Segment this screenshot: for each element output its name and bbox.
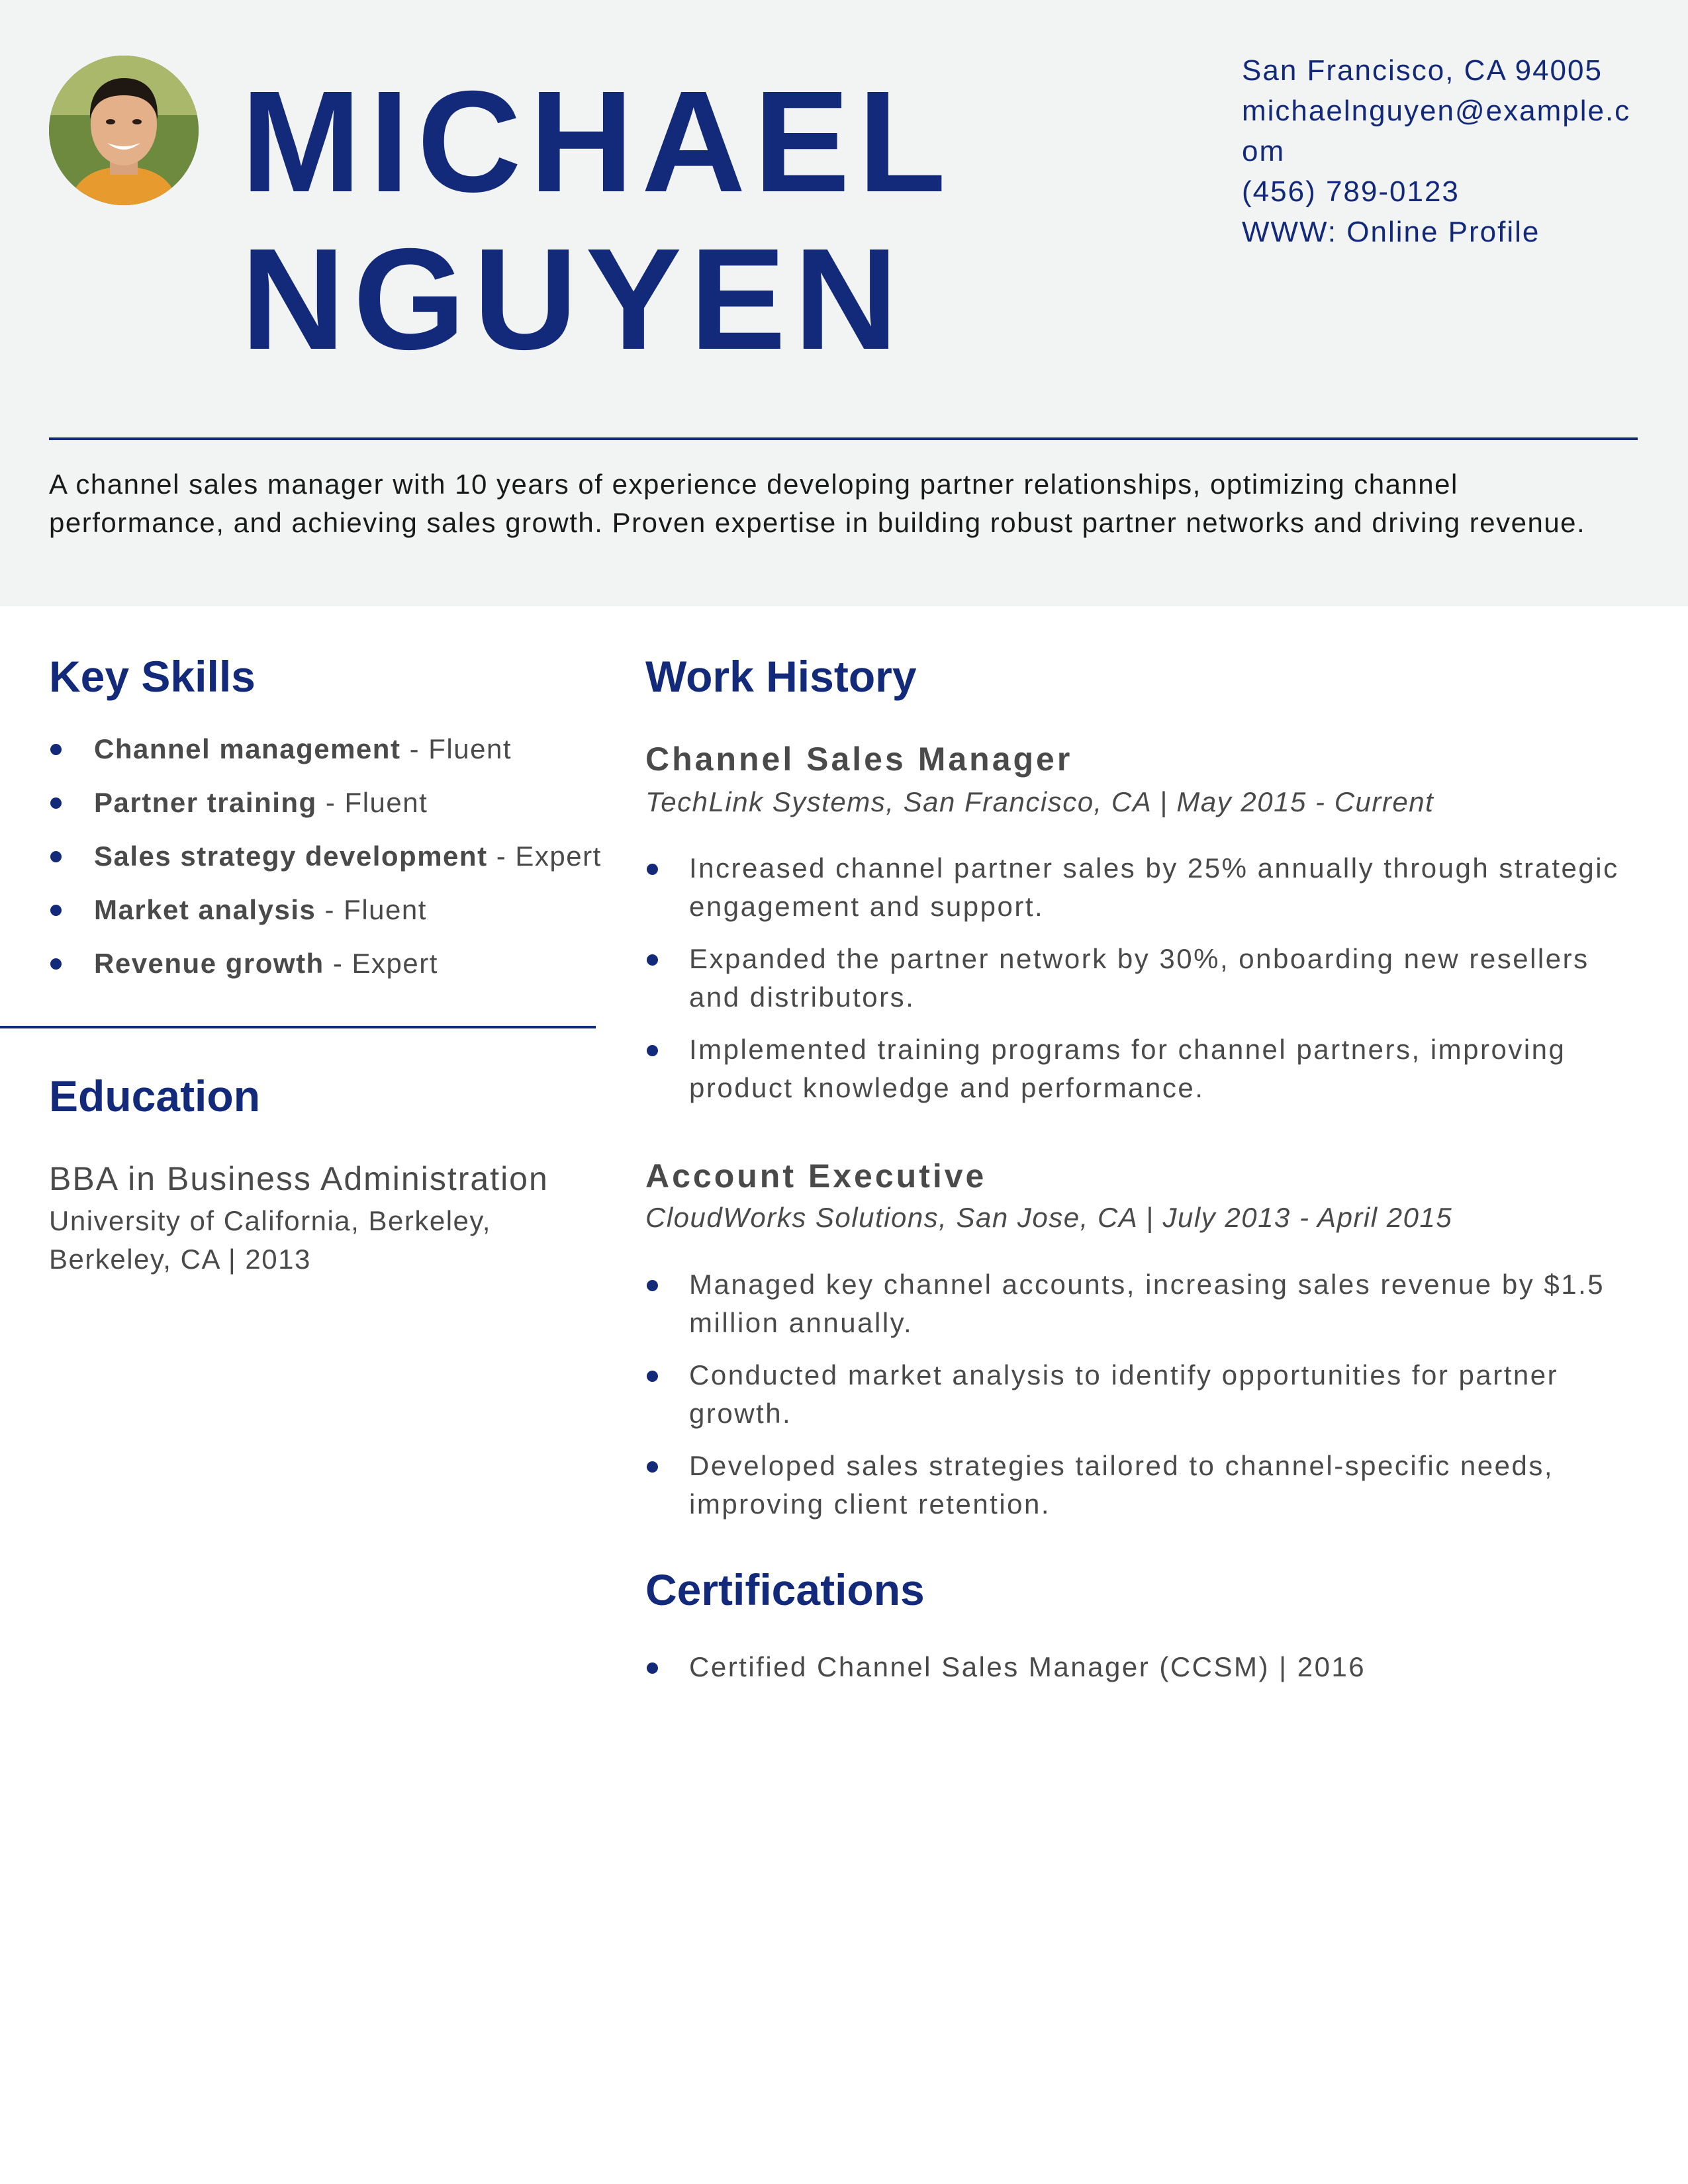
contact-location: San Francisco, CA 94005 [1242,54,1603,87]
certifications-heading: Certifications [645,1565,925,1614]
skill-name: Revenue growth [94,948,324,979]
skill-item [49,944,602,997]
job-bullet: Developed sales strategies tailored to channel-specific needs, improving client retention. [645,1447,1638,1524]
skill-name: Channel management [94,733,401,764]
skill-level: - Fluent [400,733,512,764]
candidate-name [241,64,954,379]
skill-item [49,729,602,783]
name-first: MICHAEL [241,62,955,222]
skill-item [49,783,602,837]
skills-list [49,729,602,997]
job-bullet: Increased channel partner sales by 25% annually through strategic engagement and support. [645,849,1638,926]
job-meta: TechLink Systems, San Francisco, CA | May 2015 - Current [645,786,1434,817]
job-bullets [645,1265,1638,1537]
skill-item [49,837,602,890]
job-bullet: Expanded the partner network by 30%, onboarding new resellers and distributors. [645,940,1638,1017]
job-bullet: Conducted market analysis to identify opportunities for partner growth. [645,1356,1638,1433]
contact-phone: (456) 789-0123 [1242,175,1460,208]
skill-item [49,890,602,944]
education-school: University of California, Berkeley, Berkeley, CA | 2013 [49,1205,491,1275]
job-bullet: Implemented training programs for channel partners, improving product knowledge and performance. [645,1030,1638,1107]
summary: A channel sales manager with 10 years of experience developing partner relationships, optimizing channel performance, and achieving sales growth. Proven expertise in building robust partner networks and driving revenue. [49,469,1586,538]
avatar-photo [49,56,199,205]
job-title: Account Executive [645,1158,987,1195]
skills-heading: Key Skills [49,652,256,701]
contact-web-link[interactable]: WWW: Online Profile [1242,216,1540,248]
skill-name: Sales strategy development [94,841,488,872]
work-history-heading: Work History [645,652,917,701]
contact-email[interactable]: michaelnguyen@example.com [1242,95,1631,167]
education-degree: BBA in Business Administration [49,1160,549,1197]
education-heading: Education [49,1071,261,1120]
skill-level: - Expert [324,948,438,979]
skill-name: Market analysis [94,894,316,925]
certifications-list [645,1648,1638,1700]
avatar [49,56,199,205]
header-divider [49,437,1638,440]
skill-level: - Expert [487,841,602,872]
job-bullet: Managed key channel accounts, increasing sales revenue by $1.5 million annually. [645,1265,1638,1342]
job-meta: CloudWorks Solutions, San Jose, CA | July 2013 - April 2015 [645,1202,1453,1233]
contact-block [1242,50,1639,252]
job-bullets [645,849,1638,1121]
skill-name: Partner training [94,787,317,818]
certification-item: Certified Channel Sales Manager (CCSM) | 2016 [645,1648,1638,1686]
job-title: Channel Sales Manager [645,741,1073,778]
skill-level: - Fluent [316,787,428,818]
skills-divider [0,1026,596,1028]
name-last: NGUYEN [241,219,906,380]
skill-level: - Fluent [316,894,427,925]
